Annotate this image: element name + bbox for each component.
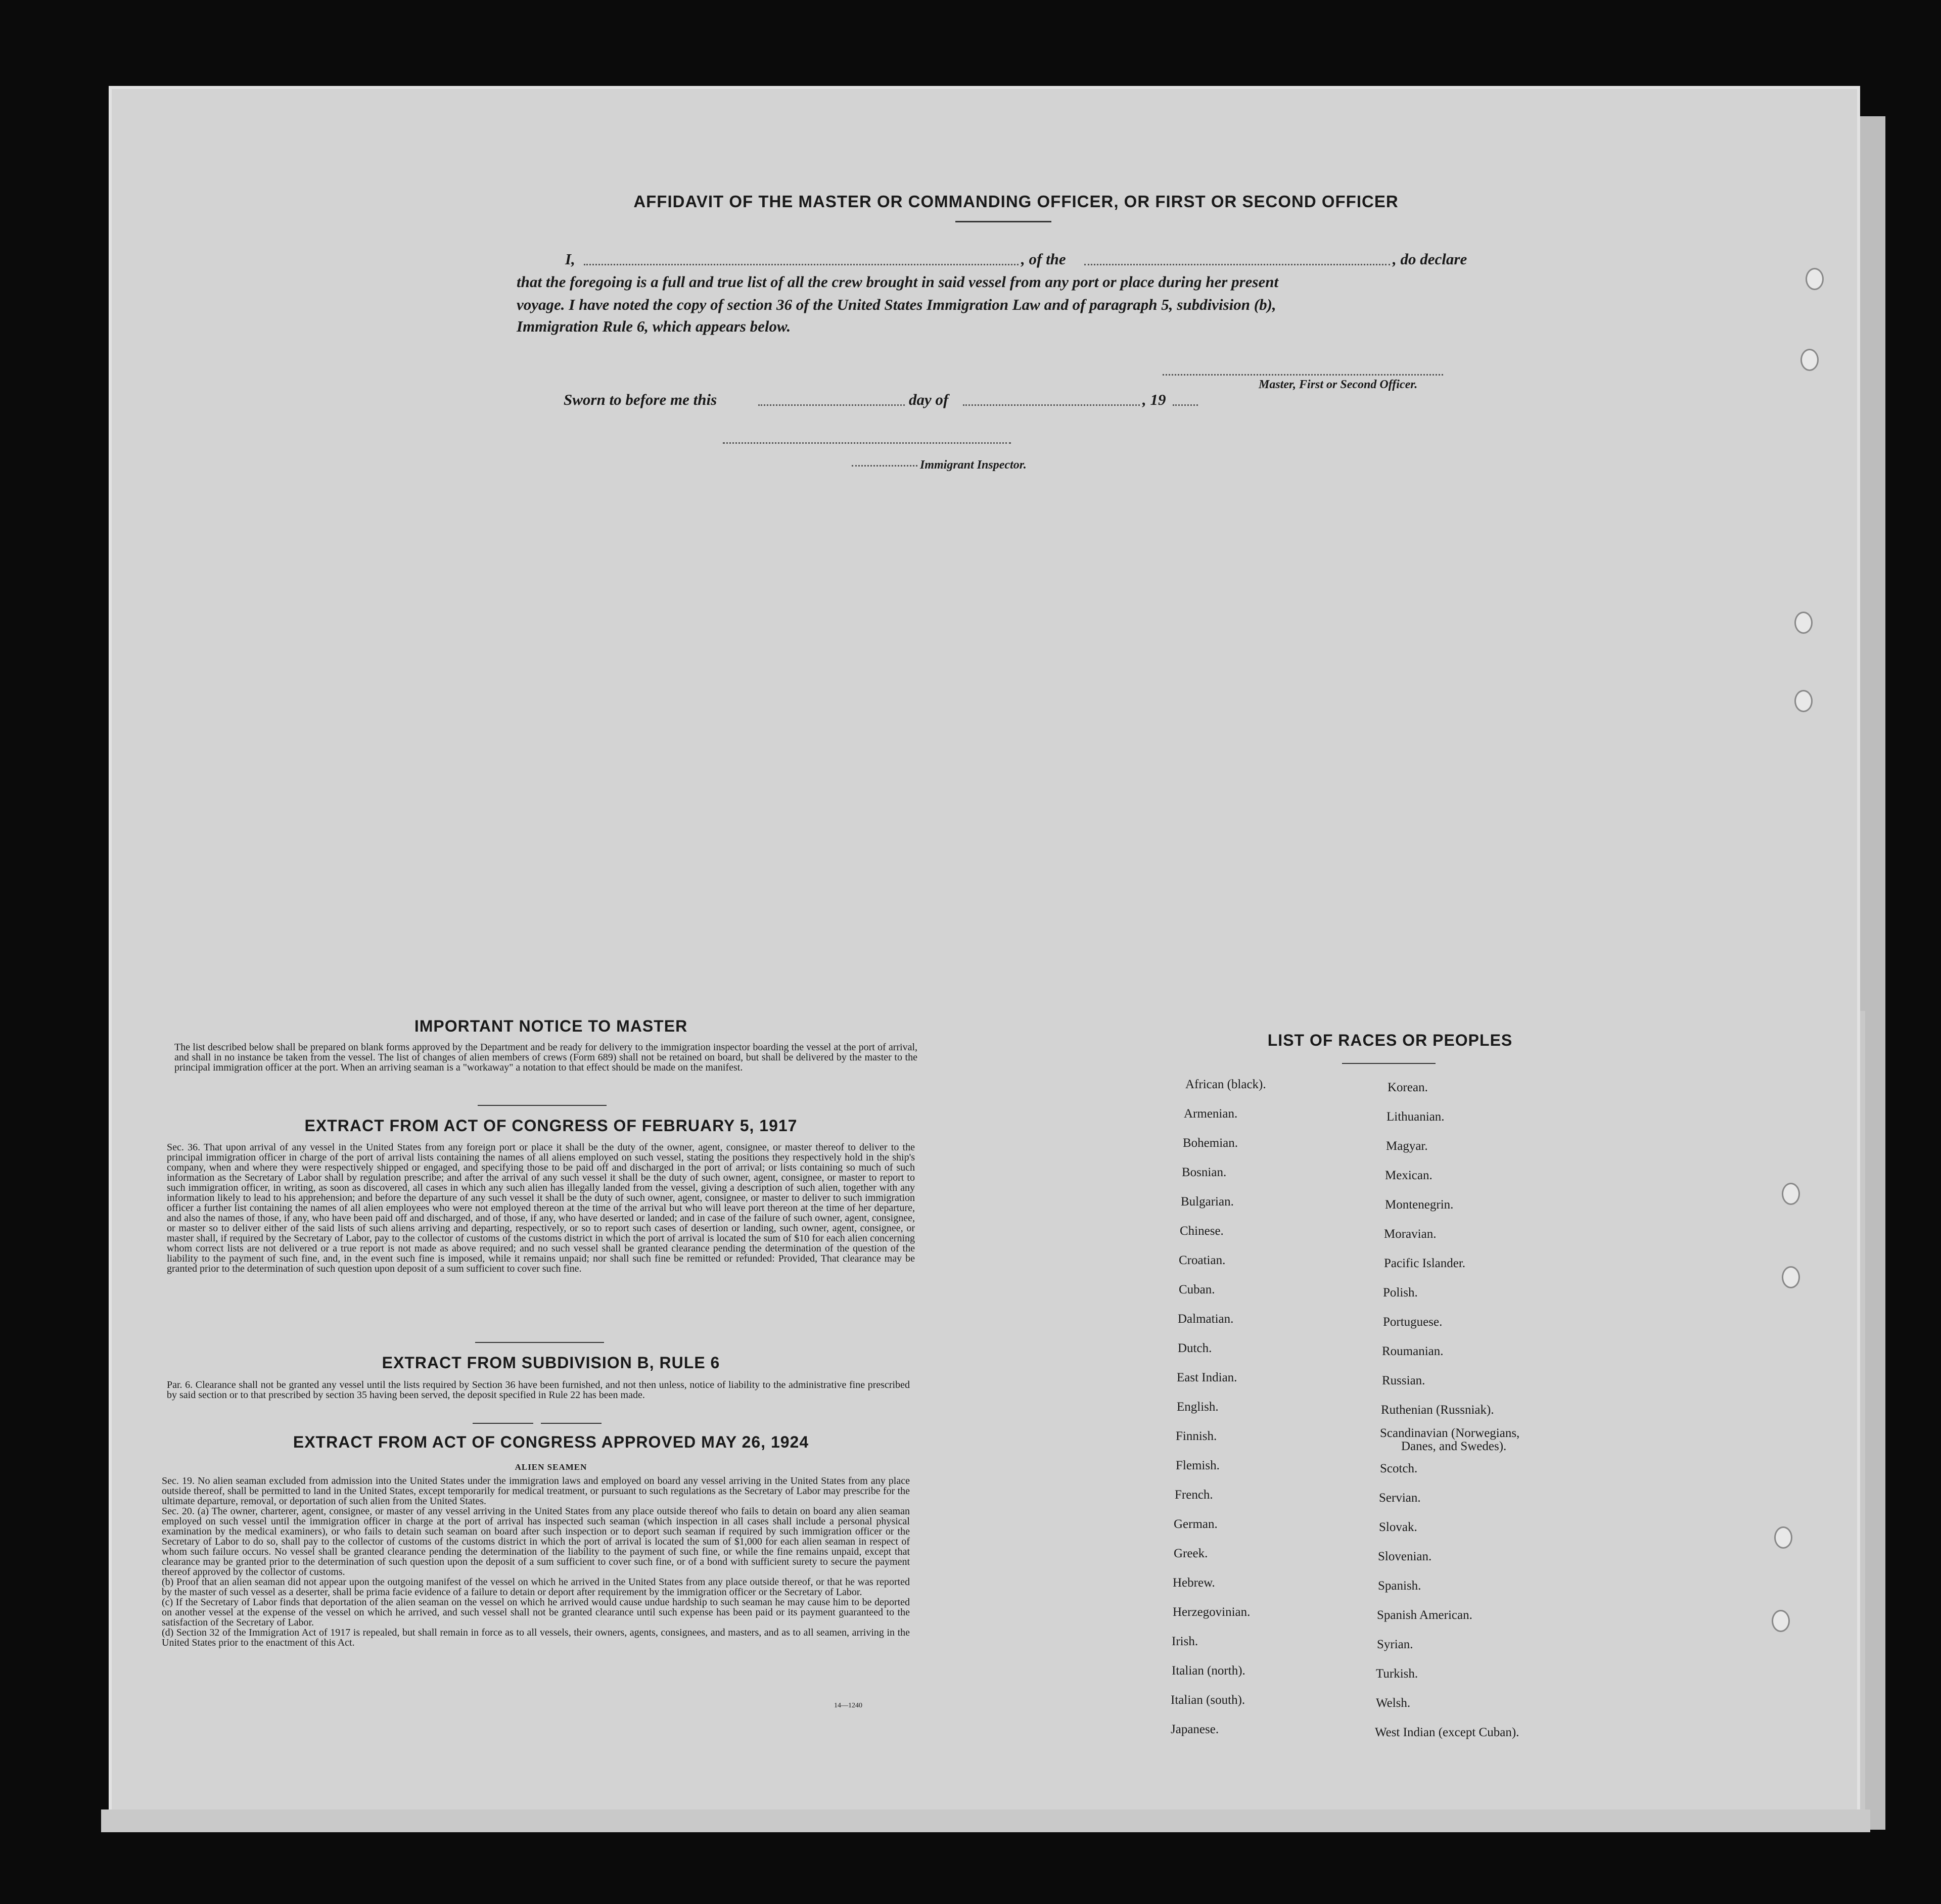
race-right: Scandinavian (Norwegians,: [1380, 1426, 1520, 1440]
rule-6-title: EXTRACT FROM SUBDIVISION B, RULE 6: [382, 1354, 720, 1372]
race-left: Flemish.: [1176, 1459, 1220, 1472]
race-right: Pacific Islander.: [1384, 1257, 1466, 1270]
alien-seamen-subtitle: ALIEN SEAMEN: [515, 1462, 587, 1472]
race-right: Russian.: [1382, 1374, 1425, 1387]
race-right: Lithuanian.: [1387, 1110, 1445, 1124]
affidavit-title: AFFIDAVIT OF THE MASTER OR COMMANDING OFFICER, OR FIRST OR SECOND OFFICER: [633, 192, 1399, 211]
race-right: Roumanian.: [1382, 1344, 1444, 1358]
race-right: Spanish.: [1378, 1579, 1421, 1593]
year-text: , 19: [1142, 391, 1166, 408]
race-left: Cuban.: [1179, 1283, 1215, 1296]
race-left: Dalmatian.: [1178, 1312, 1234, 1326]
master-signature-label: Master, First or Second Officer.: [1259, 378, 1418, 391]
extract-1924-title: EXTRACT FROM ACT OF CONGRESS APPROVED MAY 26, 1924: [293, 1433, 809, 1451]
race-right: Moravian.: [1384, 1227, 1437, 1241]
race-right: Korean.: [1388, 1081, 1428, 1094]
form-number: 14—1240: [834, 1702, 862, 1709]
race-right: Montenegrin.: [1385, 1198, 1454, 1212]
race-right: Magyar.: [1386, 1139, 1428, 1153]
race-right: Slovenian.: [1378, 1550, 1432, 1563]
race-left: Armenian.: [1184, 1107, 1238, 1121]
race-right: Polish.: [1383, 1286, 1418, 1299]
day-of-text: day of: [909, 391, 949, 408]
race-left: Italian (north).: [1172, 1664, 1245, 1678]
races-title: LIST OF RACES OR PEOPLES: [1267, 1031, 1513, 1049]
race-left: Bohemian.: [1183, 1136, 1238, 1150]
race-left: Bulgarian.: [1181, 1195, 1234, 1209]
race-left: Herzegovinian.: [1173, 1605, 1251, 1619]
race-left: Croatian.: [1179, 1253, 1226, 1267]
race-left: French.: [1175, 1488, 1213, 1502]
race-left: Japanese.: [1171, 1723, 1219, 1736]
race-right: Syrian.: [1377, 1638, 1413, 1651]
race-left: African (black).: [1185, 1078, 1266, 1091]
race-right: Ruthenian (Russniak).: [1381, 1403, 1494, 1417]
race-left: English.: [1177, 1400, 1219, 1414]
race-left: German.: [1174, 1517, 1218, 1531]
affidavit-line-4: Immigration Rule 6, which appears below.: [517, 317, 791, 335]
race-left: Finnish.: [1176, 1429, 1217, 1443]
race-left: Greek.: [1174, 1547, 1208, 1560]
race-left: Hebrew.: [1173, 1576, 1215, 1590]
affidavit-of-the: , of the: [1021, 250, 1066, 268]
extract-1924-para: Sec. 20. (a) The owner, charterer, agent, consignee, or master of any vessel arriving in the United States from any place outside thereof who fails to detain on board any alien seaman employed on such vessel until the immigration officer in charge at the port of arrival has inspected such seaman (which inspection in all cases shall include a personal physical examination by the medical examiners), or who fails to detain such seaman on board after such inspection or to deport such seaman if required by such immigration officer or the Secretary of Labor to do so, shall pay to the collector of customs of the customs district in which the port of arrival is located the sum of $1,000 for each alien seaman in respect of whom such failure occurs. No vessel shall be granted clearance pending the determination of the liability to the payment of such fine, or while the fine remains unpaid, except that clearance may be granted prior to the determination of such question upon the deposit of a sum sufficient to cover such fine, or of a bond with sufficient surety to secure the payment thereof approved by the collector of customs.: [162, 1506, 910, 1577]
affidavit-line-3: voyage. I have noted the copy of section 36 of the United States Immigration Law and of paragraph 5, subdivision (b),: [517, 296, 1276, 313]
race-right: Scotch.: [1380, 1462, 1418, 1475]
race-right-continuation: Danes, and Swedes).: [1401, 1439, 1507, 1453]
sworn-text: Sworn to before me this: [564, 391, 717, 408]
race-right: Spanish American.: [1377, 1608, 1472, 1622]
affidavit-line-2: that the foregoing is a full and true list of all the crew brought in said vessel from any port or place during her present: [517, 273, 1279, 291]
race-right: Portuguese.: [1383, 1315, 1443, 1329]
race-left: Dutch.: [1178, 1341, 1212, 1355]
extract-1924-para: (d) Section 32 of the Immigration Act of 1917 is repealed, but shall remain in force as to all vessels, their owners, agents, consignees, and masters, and as to all seamen, arriving in the United States prior to the enactment of this Act.: [162, 1627, 910, 1648]
affidavit-declare: , do declare: [1393, 250, 1467, 268]
extract-1917-text: Sec. 36. That upon arrival of any vessel in the United States from any foreign port or place it shall be the duty of the owner, agent, consignee, or master thereof to deliver to the principal immigration officer in charge of the port of arrival lists containing the names of all aliens employed on such vessel, stating the positions they respectively hold in the ship's company, when and where they were respectively shipped or engaged, and specifying those to be paid off and discharged in the port of arrival; or lists containing so much of such information as the Secretary of Labor shall by regulation prescribe; and after the arrival of any such vessel it shall be the duty of such owner, agent, consignee, or master to report to such immigration officer, in writing, as soon as discovered, all cases in which any such alien has illegally landed from the vessel, giving a description of such alien, together with any information likely to lead to his apprehension; and before the departure of any such vessel it shall be the duty of such owner, agent, consignee, or master to deliver to such immigration officer a further list containing the names of all alien employees who were not employed thereon at the time of the arrival but who will leave port thereon at the time of her departure, and also the names of those, if any, who have been paid off and discharged, and of those, if any, who have deserted or landed; and in case of the failure of such owner, agent, consignee, or master so to deliver either of the said lists of such aliens arriving and departing, respectively, or so to report such cases of desertion or landing, such owner, agent, consignee, or master shall, if required by the Secretary of Labor, pay to the collector of customs of the customs district in which the port of arrival is located the sum of $10 for each alien concerning whom correct lists are not delivered or a true report is not made as above required; and no such vessel shall be granted clearance pending the determination of the question of the liability to the payment of such fine, and, in the event such fine is imposed, while it remains unpaid; nor shall such fine be remitted or refunded: Provided, That clearance may be granted prior to the determination of such question upon deposit of a sum sufficient to cover such fine.: [167, 1142, 915, 1274]
affidavit-i: I,: [565, 250, 575, 268]
extract-1924-para: (c) If the Secretary of Labor finds that deportation of the alien seaman on the vessel on which he arrived would cause undue hardship to such seaman he may cause him to be deported on another vessel at the expense of the vessel on which he arrived, and such vessel shall not be granted clearance until such expense has been paid or its payment guaranteed to the satisfaction of the Secretary of Labor.: [162, 1597, 910, 1628]
notice-text: The list described below shall be prepared on blank forms approved by the Department and be ready for delivery to the immigration inspector boarding the vessel at the port of arrival, and shall in no instance be taken from the vessel. The list of changes of alien members of crews (Form 689) shall not be retained on board, but shall be delivered by the master to the principal immigration officer at the port. When an arriving seaman is a "workaway" a notation to that effect should be made on the manifest.: [174, 1042, 917, 1073]
race-right: Servian.: [1379, 1491, 1421, 1505]
race-right: Turkish.: [1376, 1667, 1418, 1681]
race-left: Italian (south).: [1171, 1693, 1245, 1707]
notice-title: IMPORTANT NOTICE TO MASTER: [414, 1017, 688, 1035]
race-left: Bosnian.: [1182, 1166, 1227, 1179]
race-left: Irish.: [1172, 1635, 1198, 1648]
race-right: Mexican.: [1385, 1169, 1432, 1182]
race-right: Welsh.: [1376, 1696, 1411, 1710]
race-left: East Indian.: [1177, 1371, 1237, 1384]
race-right: West Indian (except Cuban).: [1375, 1726, 1519, 1739]
extract-1924-para: (b) Proof that an alien seaman did not appear upon the outgoing manifest of the vessel on which he arrived in the United States from any place outside thereof, or that he was reported by the master of such vessel as a deserter, shall be prima facie evidence of a failure to detain or deport after requirement by the immigration officer or the Secretary of Labor.: [162, 1576, 910, 1598]
race-right: Slovak.: [1379, 1520, 1417, 1534]
race-left: Chinese.: [1180, 1224, 1224, 1238]
extract-1924-para: Sec. 19. No alien seaman excluded from admission into the United States under the immigration laws and employed on board any vessel arriving in the United States from any place outside thereof, shall be permitted to land in the United States, except temporarily for medical treatment, or pursuant to such regulations as the Secretary of Labor may prescribe for the ultimate departure, removal, or deportation of such alien from the United States.: [162, 1475, 910, 1507]
extract-1917-title: EXTRACT FROM ACT OF CONGRESS OF FEBRUARY 5, 1917: [304, 1117, 798, 1135]
inspector-label: Immigrant Inspector.: [920, 458, 1027, 472]
rule-6-text: Par. 6. Clearance shall not be granted any vessel until the lists required by Section 36 have been furnished, and not then unless, notice of liability to the administrative fine prescribed by said section or to that prescribed by section 35 having been served, the deposit specified in Rule 22 has been made.: [167, 1379, 910, 1401]
